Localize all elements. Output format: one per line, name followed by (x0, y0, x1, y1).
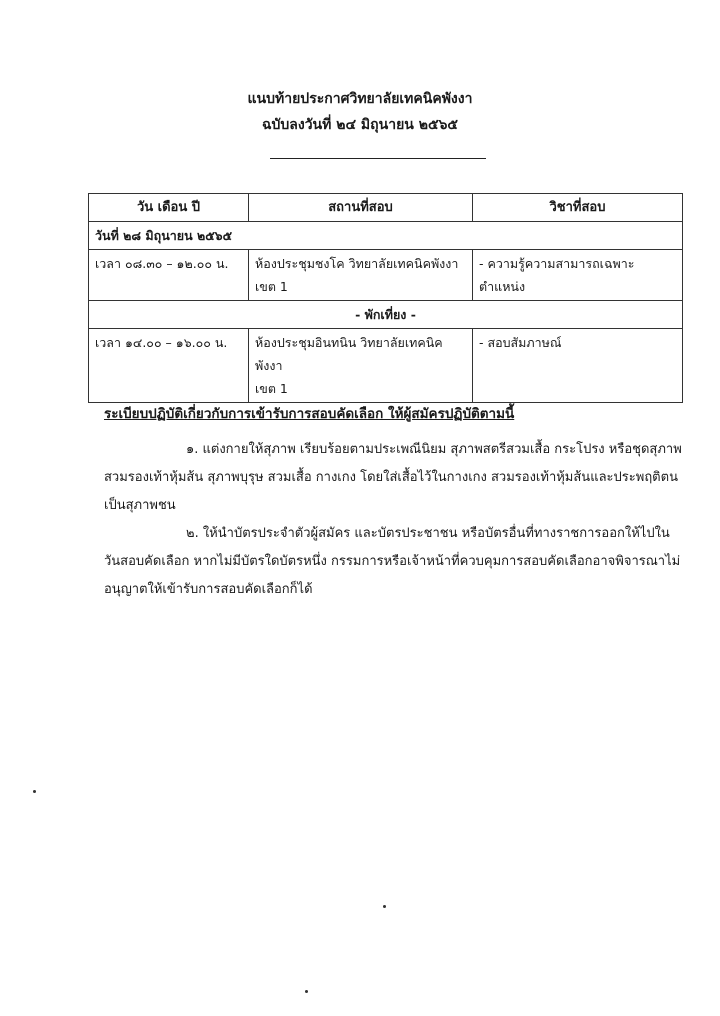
session-place (249, 250, 473, 301)
exam-date: วันที่ ๒๘ มิถุนายน ๒๕๖๕ (89, 222, 683, 250)
session-place-line1: ห้องประชุมชงโค วิทยาลัยเทคนิคพังงา (255, 256, 459, 271)
session-subject: - ความรู้ความสามารถเฉพาะตำแหน่ง (473, 250, 683, 301)
session-time: เวลา ๐๘.๓๐ – ๑๒.๐๐ น. (89, 250, 249, 301)
session-place-line1: ห้องประชุมอินทนิน วิทยาลัยเทคนิคพังงา (255, 335, 443, 373)
table-row (89, 329, 683, 403)
header-divider (270, 158, 486, 159)
session-place (249, 329, 473, 403)
column-header-place: สถานที่สอบ (249, 194, 473, 222)
header-title: แนบท้ายประกาศวิทยาลัยเทคนิคพังงา (247, 91, 473, 107)
header-date: ฉบับลงวันที่ ๒๔ มิถุนายน ๒๕๖๕ (261, 117, 459, 133)
rules-heading: ระเบียบปฏิบัติเกี่ยวกับการเข้ารับการสอบคัดเลือก ให้ผู้สมัครปฏิบัติตามนี้ (104, 406, 515, 422)
document-header (0, 86, 720, 138)
session-time: เวลา ๑๔.๐๐ – ๑๖.๐๐ น. (89, 329, 249, 403)
exam-schedule-table (88, 193, 683, 403)
lunch-break: - พักเที่ยง - (89, 301, 683, 329)
session-place-line2: เขต 1 (255, 279, 288, 294)
table-row (89, 250, 683, 301)
rule-item: ๑. แต่งกายให้สุภาพ เรียบร้อยตามประเพณีนิยม สุภาพสตรีสวมเสื้อ กระโปรง หรือชุดสุภาพ สวมรองเท้าหุ้มส้น สุภาพบุรุษ สวมเสื้อ กางเกง โดยใส่เสื้อไว้ในกางเกง สวมรองเท้าหุ้มส้นและประพฤติตนเป็นสุภาพชน (104, 442, 682, 513)
rules-list (104, 436, 684, 604)
table-header-row (89, 194, 683, 222)
rule-item: ๒. ให้นำบัตรประจำตัวผู้สมัคร และบัตรประชาชน หรือบัตรอื่นที่ทางราชการออกให้ไปในวันสอบคัดเลือก หากไม่มีบัตรใดบัตรหนึ่ง กรรมการหรือเจ้าหน้าที่ควบคุมการสอบคัดเลือกอาจพิจารณาไม่อนุญาตให้เข้ารับการสอบคัดเลือกก็ได้ (104, 526, 681, 597)
table-break-row (89, 301, 683, 329)
column-header-date: วัน เดือน ปี (89, 194, 249, 222)
scan-speck (33, 790, 36, 793)
session-subject: - สอบสัมภาษณ์ (473, 329, 683, 403)
column-header-subject: วิชาที่สอบ (473, 194, 683, 222)
table-date-row (89, 222, 683, 250)
scan-speck (383, 905, 386, 908)
session-place-line2: เขต 1 (255, 381, 288, 396)
scan-speck (305, 990, 308, 993)
